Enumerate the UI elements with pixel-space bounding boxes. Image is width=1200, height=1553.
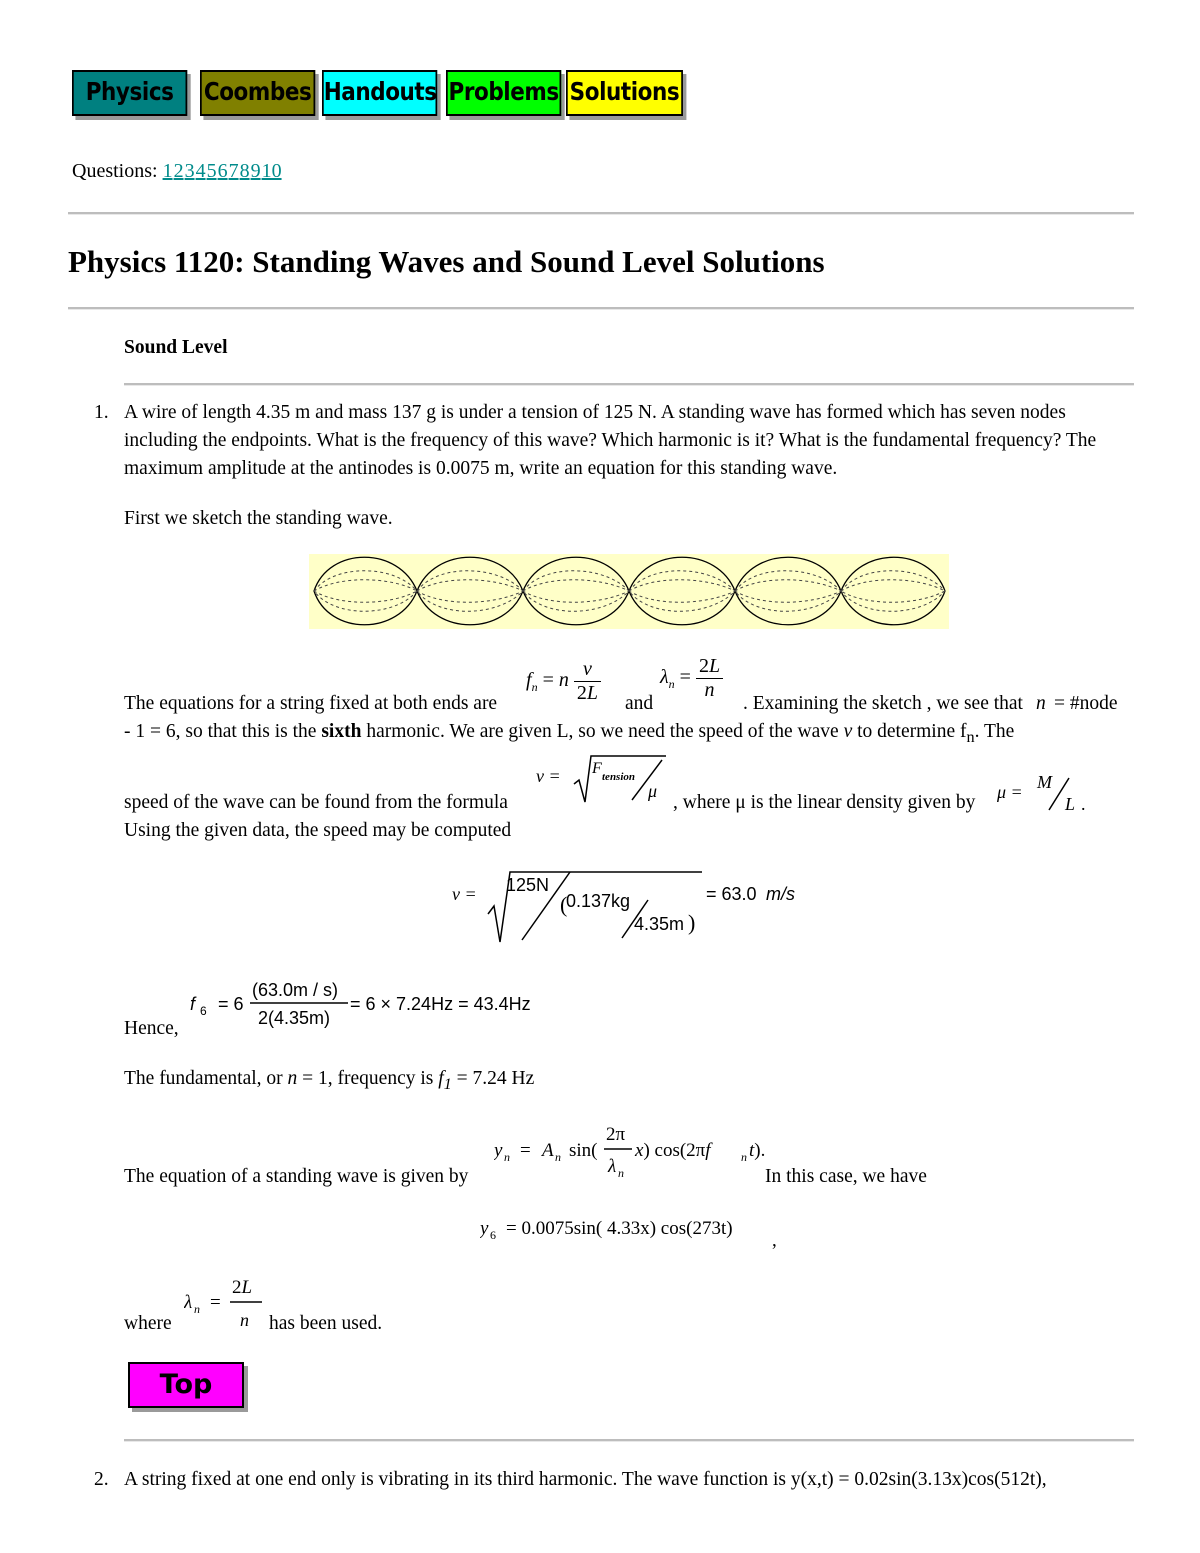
f1-variable: $f_1$: [438, 1068, 452, 1093]
svg-text:t).: t).: [749, 1140, 766, 1161]
lambda-used-formula: [184, 1272, 268, 1340]
question-number: 1.: [94, 402, 109, 423]
n-variable: n: [287, 1068, 298, 1089]
n-variable: n: [1036, 693, 1046, 714]
f6-calc-svg: [190, 974, 570, 1034]
fundamental-a: The fundamental, or: [124, 1068, 283, 1089]
svg-text:= 0.0075sin( 4.33x) cos(273t): = 0.0075sin( 4.33x) cos(273t): [506, 1218, 733, 1239]
svg-text:2π: 2π: [606, 1124, 626, 1145]
svg-text:sin(: sin(: [569, 1140, 598, 1161]
standing-formula-svg: [494, 1120, 784, 1182]
nav-physics-button[interactable]: Physics: [72, 70, 187, 116]
svg-text:): ): [688, 910, 696, 935]
standing-wave-svg: [309, 554, 949, 629]
svg-text:(: (: [560, 892, 568, 917]
question-link-9[interactable]: 9: [250, 160, 261, 182]
y6-formula: [480, 1210, 790, 1256]
f6-calculation: [190, 974, 570, 1040]
svg-text:=: =: [520, 1140, 531, 1161]
svg-text:=: =: [210, 1292, 221, 1313]
svg-text:6: 6: [490, 1228, 496, 1242]
svg-text:n: n: [741, 1150, 747, 1164]
standing-wave-formula: [494, 1120, 784, 1188]
divider: [68, 307, 1134, 310]
svg-text:m/s: m/s: [766, 884, 795, 904]
lambda-used-svg: [184, 1272, 268, 1334]
svg-text:n: n: [618, 1166, 624, 1180]
where-mu-text: , where μ is the linear density given by: [673, 792, 976, 813]
mu-formula-svg: [997, 766, 1089, 814]
svg-text:(63.0m / s): (63.0m / s): [252, 980, 339, 1000]
fundamental-b: = 1, frequency is: [302, 1068, 434, 1089]
section-heading: Sound Level: [124, 337, 228, 358]
fn-subscript: n: [966, 727, 975, 746]
svg-text:M: M: [1037, 772, 1052, 792]
svg-text:y: y: [494, 1140, 503, 1161]
svg-text:L: L: [1065, 794, 1076, 814]
speed-formula: [536, 752, 671, 810]
harmonic-line-d: . The: [974, 721, 1015, 742]
and-text: and: [625, 693, 654, 714]
speed-formula-svg: [536, 752, 671, 804]
svg-text:v =: v =: [452, 884, 477, 904]
svg-text:n: n: [504, 1150, 510, 1164]
question-link-3[interactable]: 3: [184, 160, 195, 182]
has-been-used-text: has been used.: [269, 1313, 383, 1334]
problem-text: A wire of length 4.35 m and mass 137 g is under a tension of 125 N. A standing wave has formed which has seven nodes including the endpoints. What is the frequency of this wave? Which harmonic is it? What is the fundamental frequency? The maximum amplitude at the antinodes is 0.0075 m, write an equation for this standing wave.: [124, 402, 1097, 479]
svg-text:2(4.35m): 2(4.35m): [258, 1008, 331, 1028]
equations-text: The equations for a string fixed at both ends are: [124, 693, 498, 714]
in-this-case-text: In this case, we have: [765, 1166, 927, 1187]
question-link-7[interactable]: 7: [228, 160, 239, 182]
question-link-6[interactable]: 6: [217, 160, 228, 182]
svg-text:= 63.0: = 63.0: [706, 884, 757, 904]
svg-text:μ: μ: [648, 781, 658, 801]
svg-text:.: .: [1081, 794, 1086, 814]
examining-text: . Examining the sketch , we see that: [743, 693, 1023, 714]
svg-text:x) cos(2πf: x) cos(2πf: [635, 1140, 711, 1161]
sixth-bold: sixth: [321, 721, 362, 742]
where-text: where: [124, 1313, 172, 1334]
svg-text:= 6: = 6: [218, 994, 244, 1014]
nav-problems-button[interactable]: Problems: [446, 70, 561, 116]
svg-text:v =: v =: [536, 766, 561, 786]
svg-text:λ: λ: [608, 1156, 617, 1177]
divider: [124, 383, 1134, 386]
harmonic-line-b: harmonic. We are given L, so we need the speed of the wave: [366, 721, 839, 742]
divider: [68, 212, 1134, 215]
svg-text:= 6 × 7.24Hz = 43.4Hz: = 6 × 7.24Hz = 43.4Hz: [350, 994, 531, 1014]
svg-text:n: n: [240, 1310, 249, 1330]
top-button[interactable]: Top: [128, 1362, 244, 1408]
svg-text:F: F: [592, 760, 602, 777]
nav-handouts-button[interactable]: Handouts: [322, 70, 437, 116]
svg-text:,: ,: [772, 1230, 777, 1250]
fn-formula: $f_n = n$ $\frac{v}{2L}$: [526, 658, 601, 705]
sketch-intro: First we sketch the standing wave.: [124, 508, 393, 529]
svg-text:n: n: [555, 1150, 561, 1164]
lambda-formula: $\lambda_n$ = $\frac{2L}{n}$: [660, 655, 723, 702]
question-link-5[interactable]: 5: [206, 160, 217, 182]
svg-text:f: f: [190, 994, 196, 1014]
question-link-8[interactable]: 8: [239, 160, 250, 182]
questions-label: Questions:: [72, 160, 158, 182]
using-text: Using the given data, the speed may be computed: [124, 820, 512, 841]
nav-solutions-button[interactable]: Solutions: [566, 70, 683, 116]
hence-text: Hence,: [124, 1018, 179, 1039]
harmonic-line-a: - 1 = 6, so that this is the: [124, 721, 317, 742]
divider: [124, 1439, 1134, 1442]
question-2-text: A string fixed at one end only is vibrating in its third harmonic. The wave function is y(x,t) = 0.02sin(3.13x)cos(512t),: [124, 1469, 1047, 1490]
svg-text:2L: 2L: [232, 1277, 253, 1298]
svg-text:tension: tension: [602, 771, 636, 783]
y6-formula-svg: [480, 1210, 790, 1250]
svg-text:A: A: [542, 1140, 554, 1161]
v-variable: v: [843, 721, 853, 742]
fundamental-c: = 7.24 Hz: [456, 1068, 535, 1089]
svg-text:0.137kg: 0.137kg: [566, 891, 631, 911]
svg-text:6: 6: [200, 1004, 207, 1018]
nav-coombes-button[interactable]: Coombes: [200, 70, 315, 116]
svg-text:n: n: [194, 1302, 200, 1316]
question-links: [72, 160, 283, 183]
speed-calc-svg: [452, 866, 812, 946]
svg-text:y: y: [480, 1218, 489, 1239]
question-link-4[interactable]: 4: [195, 160, 206, 182]
harmonic-line-c: to determine f: [857, 721, 967, 742]
page-title: Physics 1120: Standing Waves and Sound Level Solutions: [68, 244, 825, 279]
standing-eq-text: The equation of a standing wave is given by: [124, 1166, 469, 1187]
standing-wave-sketch: [309, 554, 949, 629]
question-number: 2.: [94, 1469, 109, 1490]
fundamental-line: [124, 1065, 534, 1098]
speed-calculation: [452, 866, 812, 952]
svg-text:4.35m: 4.35m: [634, 914, 685, 934]
svg-text:125N: 125N: [506, 875, 550, 895]
svg-text:λ: λ: [184, 1292, 193, 1313]
node-text: = #node: [1054, 693, 1118, 714]
svg-text:μ =: μ =: [997, 782, 1023, 802]
question-link-10[interactable]: 10: [261, 160, 282, 182]
question-link-2[interactable]: 2: [173, 160, 184, 182]
harmonic-line: [124, 718, 1014, 751]
speed-text: speed of the wave can be found from the formula: [124, 792, 508, 813]
question-link-1[interactable]: 1: [162, 160, 173, 182]
mu-formula: [997, 766, 1089, 820]
